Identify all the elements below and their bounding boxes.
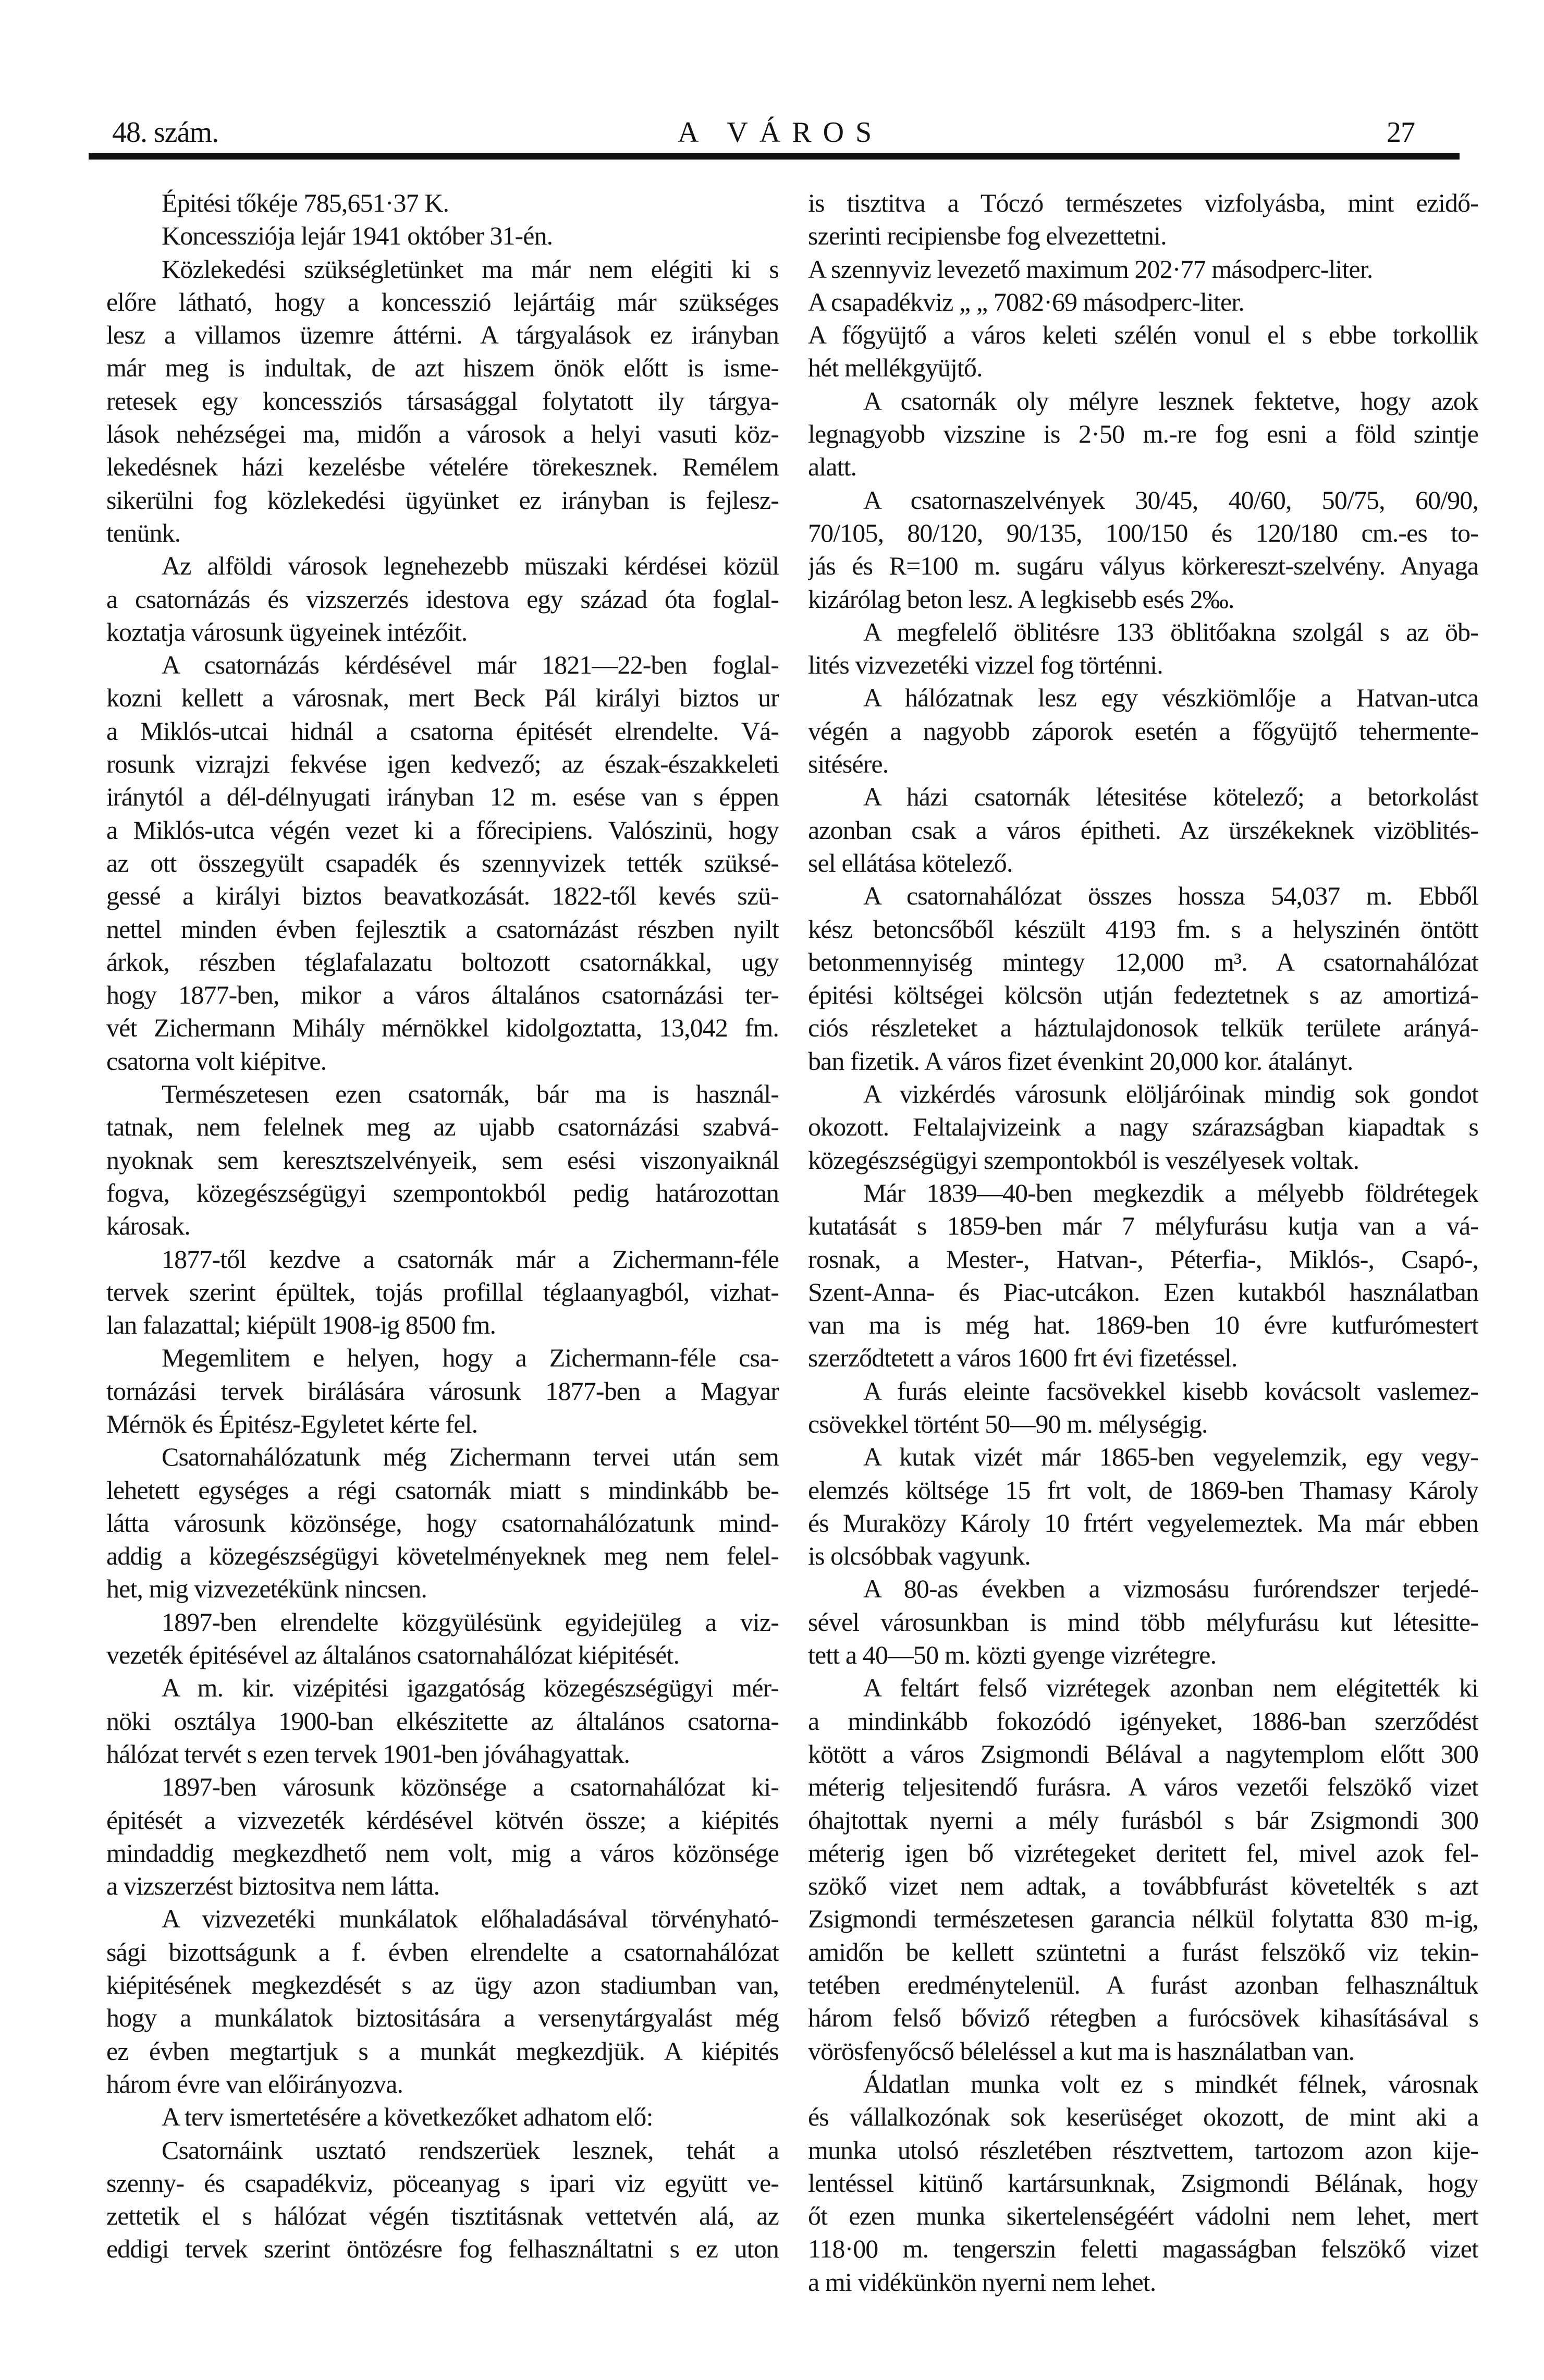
text-line: A csapadékviz „ „ 7082·69 másodperc-liter. (808, 287, 1244, 316)
text-line: gessé a királyi biztos beavatkozását. 1822-től kevés szü- (106, 881, 779, 911)
text-line: A furás eleinte facsövekkel kisebb kovácsolt vaslemez- (863, 1376, 1478, 1406)
text-line: A kutak vizét már 1865-ben vegyelemzik, egy vegy- (863, 1442, 1478, 1472)
text-line: hálózat tervét s ezen tervek 1901-ben jóváhagyattak. (106, 1739, 630, 1768)
text-line: csatorna volt kiépitve. (106, 1046, 327, 1076)
text-line: károsak. (106, 1211, 190, 1241)
text-line: lások nehézségei ma, midőn a városok a helyi vasuti köz- (106, 419, 779, 449)
text-line: hét mellékgyüjtő. (808, 353, 983, 383)
text-line: lesz a villamos üzemre áttérni. A tárgyalások ez irányban (106, 320, 779, 350)
text-line: ciós részleteket a háztulajdonosok telkük területe arányá- (808, 1013, 1478, 1043)
text-line: a Miklós-utca végén vezet ki a főrecipiens. Valószinü, hogy (106, 815, 779, 845)
text-line: okozott. Feltalajvizeink a nagy szárazságban kiapadtak s (808, 1112, 1478, 1142)
text-line: Az alföldi városok legnehezebb müszaki kérdései közül (162, 551, 779, 581)
text-line: A házi csatornák létesitése kötelező; a betorkolást (863, 782, 1478, 812)
text-line: kiépitésének megkezdését s az ügy azon stadiumban van, (106, 1970, 779, 2000)
paragraph (808, 2068, 1478, 2299)
paragraph (106, 1243, 779, 1342)
text-line: lités vizvezetéki vizzel fog történni. (808, 650, 1163, 680)
text-line: 1897-ben elrendelte közgyülésünk egyidejüleg a viz- (162, 1607, 779, 1637)
text-line: vét Zichermann Mihály mérnökkel kidolgoztatta, 13,042 fm. (106, 1013, 779, 1043)
text-line: sel ellátása kötelező. (808, 848, 1013, 877)
text-line: het, mig vizvezetékünk nincsen. (106, 1574, 427, 1604)
text-line: sági bizottságunk a f. évben elrendelte a csatornahálózat (106, 1937, 779, 1967)
text-line: előre látható, hogy a koncesszió lejártáig már szükséges (106, 287, 779, 316)
text-line: A csatornaszelvények 30/45, 40/60, 50/75, 60/90, (863, 485, 1478, 515)
text-line: addig a közegészségügyi követelményeknek meg nem felel- (106, 1541, 779, 1571)
text-line: kizárólag beton lesz. A legkisebb esés 2‰. (808, 584, 1234, 614)
text-line: épitését a vizvezeték kérdésével kötvén össze; a kiépités (106, 1805, 779, 1835)
text-line: tatnak, nem felelnek meg az ujabb csatornázási szabvá- (106, 1112, 779, 1142)
text-line: zettetik el s hálózat végén tisztitásnak vettetvén alá, az (106, 2201, 779, 2231)
right-column (808, 187, 1478, 2299)
text-line: látta városunk közönsége, hogy csatornahálózatunk mind- (106, 1508, 779, 1537)
text-line: óhajtottak nyerni a mély furásból s bár Zsigmondi 300 (808, 1805, 1478, 1835)
text-line: vezeték épitésével az általános csatornahálózat kiépitését. (106, 1640, 680, 1670)
text-line: Áldatlan munka volt ez s mindkét félnek, városnak (863, 2069, 1478, 2098)
text-line: vörösfenyőcső béleléssel a kut ma is használatban van. (808, 2036, 1355, 2066)
text-line: csövekkel történt 50—90 m. mélységig. (808, 1409, 1208, 1438)
paragraph (808, 880, 1478, 1078)
text-line: A hálózatnak lesz egy vészkiömlője a Hatvan-utca (863, 683, 1478, 713)
text-line: Mérnök és Épitész-Egyletet kérte fel. (106, 1409, 478, 1438)
page-number: 27 (1387, 116, 1415, 149)
text-line: már meg is indultak, de azt hiszem önök előtt is isme- (106, 353, 779, 383)
text-line: nyoknak sem keresztszelvényeik, sem esési viszonyaiknál (106, 1145, 779, 1175)
text-line: a vizszerzést biztositva nem látta. (106, 1871, 440, 1901)
paragraph (106, 253, 779, 550)
text-line: A 80-as években a vizmosásu furórendszer terjedé- (863, 1574, 1478, 1604)
text-line: A megfelelő öblitésre 133 öblitőakna szolgál s az öb- (863, 617, 1478, 646)
text-line: kész betoncsőből készült 4193 fm. s a helyszinén öntött (808, 914, 1478, 944)
paragraph (106, 219, 779, 252)
text-line: A csatornázás kérdésével már 1821—22-ben foglal- (162, 650, 779, 680)
text-line: és Muraközy Károly 10 frtért vegyelemeztek. Ma már ebben (808, 1508, 1478, 1537)
text-line: azonban csak a város épitheti. Az ürszékeknek vizöblités- (808, 815, 1478, 845)
text-line: a mi vidékünkön nyerni nem lehet. (808, 2267, 1156, 2297)
paragraph (106, 1771, 779, 1902)
text-line: szerződtetett a város 1600 frt évi fizetéssel. (808, 1343, 1237, 1373)
text-line: Épitési tőkéje 785,651·37 K. (162, 188, 449, 217)
text-line: rosunk vizrajzi fekvése igen kedvező; az észak-északkeleti (106, 749, 779, 779)
paragraph (808, 319, 1478, 385)
text-line: sével városunkban is mind több mélyfurásu kut létesitte- (808, 1607, 1478, 1637)
text-line: hogy 1877-ben, mikor a város általános csatornázási ter- (106, 980, 779, 1010)
paragraph (106, 550, 779, 649)
text-line: tetében eredménytelenül. A furást azonban felhasználtuk (808, 1970, 1478, 2000)
text-line: árkok, részben téglafalazatu boltozott csatornákkal, ugy (106, 947, 779, 977)
text-line: ez évben megtartjuk s a munkát megkezdjük. A kiépités (106, 2036, 779, 2066)
text-line: hogy a munkálatok biztositására a versenytárgyalást még (106, 2003, 779, 2033)
paragraph (106, 1441, 779, 1605)
text-line: tett a 40—50 m. közti gyenge vizrétegre. (808, 1640, 1217, 1670)
text-line: is olcsóbbak vagyunk. (808, 1541, 1031, 1571)
text-line: van ma is még hat. 1869-ben 10 évre kutfurómestert (808, 1310, 1478, 1340)
text-line: elemzés költsége 15 frt volt, de 1869-ben Thamasy Károly (808, 1475, 1478, 1505)
text-line: Már 1839—40-ben megkezdik a mélyebb földrétegek (863, 1178, 1478, 1207)
text-line: A vizkérdés városunk elöljáróinak mindig sok gondot (863, 1079, 1478, 1109)
text-line: koztatja városunk ügyeinek intézőit. (106, 617, 468, 646)
text-line: fogva, közegészségügyi szempontokból pedig határozottan (106, 1178, 779, 1207)
text-line: Csatornáink usztató rendszerüek lesznek, tehát a (162, 2135, 779, 2165)
text-line: ban fizetik. A város fizet évenkint 20,000 kor. átalányt. (808, 1046, 1353, 1076)
paragraph (808, 1078, 1478, 1177)
text-line: is tisztitva a Tóczó természetes vizfolyásba, mint ezidő- (808, 188, 1478, 217)
paragraph (808, 1671, 1478, 2068)
paragraph (808, 187, 1478, 253)
text-line: a csatornázás és vizszerzés idestova egy század óta foglal- (106, 584, 779, 614)
text-line: őt ezen munka sikertelenségéért vádolni nem lehet, mert (808, 2201, 1478, 2231)
text-line: munka utolsó részletében résztvettem, tartozom azon kije- (808, 2135, 1478, 2165)
text-line: lentéssel kitünő kartársunknak, Zsigmondi Bélának, hogy (808, 2168, 1478, 2198)
issue-number: 48. szám. (112, 116, 219, 149)
paragraph (808, 1572, 1478, 1671)
text-line: nöki osztálya 1900-ban elkészitette az általános csatorna- (106, 1706, 779, 1736)
text-line: Csatornahálózatunk még Zichermann tervei után sem (162, 1442, 779, 1472)
text-line: Szent-Anna- és Piac-utcákon. Ezen kutakból használatban (808, 1277, 1478, 1307)
text-line: a mindinkább fokozódó igényeket, 1886-ban szerződést (808, 1706, 1478, 1736)
text-line: közegészségügyi szempontokból is veszélyesek voltak. (808, 1145, 1359, 1175)
text-line: Természetesen ezen csatornák, bár ma is használ- (162, 1079, 779, 1109)
text-line: épitési költségei kölcsön utján fedeztetnek s az amortizá- (808, 980, 1478, 1010)
text-line: szenny- és csapadékviz, pöceanyag s ipari viz együtt ve- (106, 2168, 779, 2198)
paragraph (106, 2101, 779, 2133)
paragraph (808, 1375, 1478, 1441)
text-line: A terv ismertetésére a következőket adhatom elő: (162, 2102, 653, 2132)
text-line: kötött a város Zsigmondi Bélával a nagytemplom előtt 300 (808, 1739, 1478, 1768)
text-line: A feltárt felső vizrétegek azonban nem elégitették ki (863, 1673, 1478, 1703)
paragraph (808, 681, 1478, 780)
text-line: sikerülni fog közlekedési ügyünket ez irányban is fejlesz- (106, 485, 779, 515)
text-line: 118·00 m. tengerszin feletti magasságban felszökő vizet (808, 2234, 1478, 2264)
paragraph (106, 1671, 779, 1771)
paragraph (808, 484, 1478, 616)
text-line: lehetett egységes a régi csatornák miatt s mindinkább be- (106, 1475, 779, 1505)
paragraph (808, 780, 1478, 880)
text-line: 1897-ben városunk közönsége a csatornahálózat ki- (162, 1772, 779, 1802)
text-line: három felső bőviző rétegben a furócsövek kihasításával s (808, 2003, 1478, 2033)
text-line: és vállalkozónak sok keserüséget okozott, de mint aki a (808, 2102, 1478, 2132)
paragraph (808, 286, 1478, 319)
paragraph (808, 385, 1478, 484)
paragraph (106, 649, 779, 1078)
paragraph (808, 616, 1478, 682)
text-line: Zsigmondi természetesen garancia nélkül folytatta 830 m-ig, (808, 1904, 1478, 1934)
text-line: rosnak, a Mester-, Hatvan-, Péterfia-, Miklós-, Csapó-, (808, 1244, 1478, 1274)
text-line: 1877-től kezdve a csatornák már a Zichermann-féle (162, 1244, 779, 1274)
paragraph (808, 1441, 1478, 1572)
paragraph (106, 1341, 779, 1441)
paragraph (808, 253, 1478, 286)
text-line: Koncessziója lejár 1941 október 31-én. (162, 221, 553, 251)
text-line: retesek egy koncessziós társasággal folytatott ily tárgya- (106, 386, 779, 416)
text-line: szerinti recipiensbe fog elvezettetni. (808, 221, 1167, 251)
text-line: A csatornák oly mélyre lesznek fektetve, hogy azok (863, 386, 1478, 416)
text-line: Közlekedési szükségletünket ma már nem elégiti ki s (162, 254, 779, 284)
text-line: legnagyobb vizszine is 2·50 m.-re fog esni a föld szintje (808, 419, 1478, 449)
text-line: a Miklós-utcai hidnál a csatorna épitését elrendelte. Vá- (106, 716, 779, 746)
text-line: A m. kir. vizépitési igazgatóság közegészségügyi mér- (162, 1673, 779, 1703)
text-line: A szennyviz levezető maximum 202·77 másodperc-liter. (808, 254, 1373, 284)
text-line: A csatornahálózat összes hossza 54,037 m. Ebből (863, 881, 1478, 911)
text-line: méterig teljesitendő furásra. A város vezetői felszökő vizet (808, 1772, 1478, 1802)
text-line: 70/105, 80/120, 90/135, 100/150 és 120/180 cm.-es to- (808, 518, 1478, 547)
text-line: eddigi tervek szerint öntözésre fog felhasználtatni s ez uton (106, 2234, 779, 2264)
text-line: amidőn be kellett szüntetni a furást felszökő viz tekin- (808, 1937, 1478, 1967)
paragraph (106, 1902, 779, 2101)
text-line: jás és R=100 m. sugáru vályus körkereszt-szelvény. Anyaga (808, 551, 1478, 581)
text-line: lan falazattal; kiépült 1908-ig 8500 fm. (106, 1310, 496, 1340)
text-line: alatt. (808, 452, 857, 482)
paragraph (106, 187, 779, 219)
text-line: tornázási tervek birálására városunk 1877-ben a Magyar (106, 1376, 779, 1406)
text-line: végén a nagyobb záporok esetén a főgyüjtő tehermente- (808, 716, 1478, 746)
text-line: A főgyüjtő a város keleti szélén vonul el s ebbe torkollik (808, 320, 1478, 350)
text-line: lekedésnek házi kezelésbe vételére törekesznek. Remélem (106, 452, 779, 482)
text-line: nettel minden évben fejlesztik a csatornázást részben nyilt (106, 914, 779, 944)
paragraph (106, 1606, 779, 1672)
text-line: három évre van előirányozva. (106, 2069, 403, 2098)
text-line: mindaddig megkezdhető nem volt, mig a város közönsége (106, 1838, 779, 1868)
text-line: méterig igen bő vizrétegeket deritett fel, mivel azok fel- (808, 1838, 1478, 1868)
header-rule (89, 153, 1460, 160)
text-line: Megemlitem e helyen, hogy a Zichermann-féle csa- (162, 1343, 779, 1373)
text-line: szökő vizet nem adtak, a továbbfurást követelték s azt (808, 1871, 1478, 1901)
text-line: kozni kellett a városnak, mert Beck Pál királyi biztos ur (106, 683, 779, 713)
text-line: tervek szerint épültek, tojás profillal téglaanyagból, vizhat- (106, 1277, 779, 1307)
publication-title: A VÁROS (678, 116, 884, 149)
paragraph (106, 2134, 779, 2266)
paragraph (808, 1177, 1478, 1375)
paragraph (106, 1078, 779, 1242)
text-line: A vizvezetéki munkálatok előhaladásával törvényható- (162, 1904, 779, 1934)
text-line: sitésére. (808, 749, 889, 779)
text-line: iránytól a dél-délnyugati irányban 12 m. esése van s éppen (106, 782, 779, 812)
text-line: betonmennyiség mintegy 12,000 m³. A csatornahálózat (808, 947, 1478, 977)
left-column (106, 187, 779, 2266)
text-line: tenünk. (106, 518, 181, 547)
text-line: az ott összegyült csapadék és szennyvizek tették szüksé- (106, 848, 779, 877)
text-line: kutatását s 1859-ben már 7 mélyfurásu kutja van a vá- (808, 1211, 1478, 1241)
